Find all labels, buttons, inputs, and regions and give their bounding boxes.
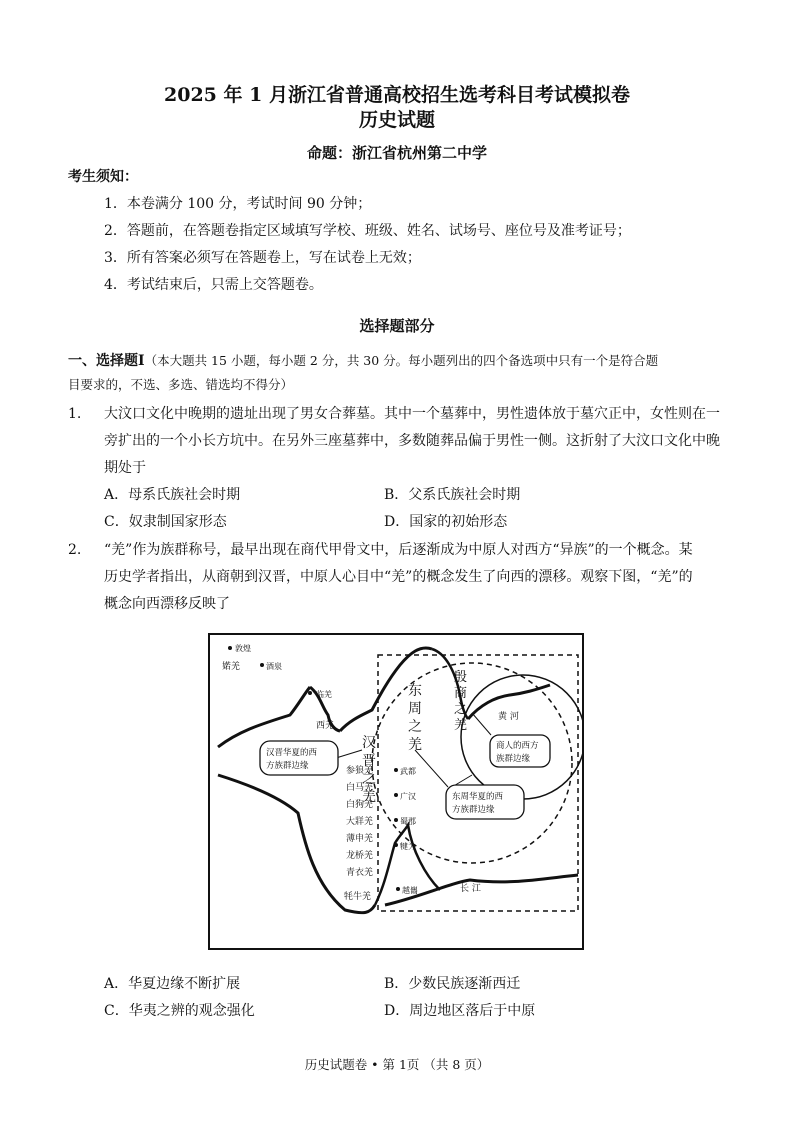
town-dot	[394, 793, 398, 797]
label-hanjin-char: 汉	[362, 735, 376, 751]
zhou-callout-text: 东周华夏的西	[452, 792, 504, 802]
zhou-callout-text: 方族群边缘	[452, 805, 495, 815]
q1-option-a: A．母系氏族社会时期	[104, 487, 241, 503]
callout-line	[415, 750, 448, 787]
notice-heading: 考生须知：	[68, 169, 138, 185]
q1-option-d: D．国家的初始形态	[384, 514, 508, 530]
town-dot	[228, 646, 232, 650]
q2-stem-line: 历史学者指出，从商朝到汉晋，中原人心目中“羌”的概念发生了向西的漂移。观察下图，“羌”的	[104, 569, 693, 585]
place-wudu: 武都	[400, 767, 416, 776]
town-dot	[394, 818, 398, 822]
town-dot	[260, 663, 264, 667]
section-instruction-label: 一、选择题Ⅰ	[68, 353, 145, 369]
tribe-name: 龙桥羌	[346, 851, 374, 861]
q1-stem-line: 旁扩出的一个小长方坑中。在另外三座墓葬中，多数随葬品偏于男性一侧。这折射了大汶口文化中晚	[104, 433, 720, 449]
q2-number: 2.	[68, 542, 82, 558]
page-footer: 历史试题卷 • 第 1页 （共 8 页）	[304, 1057, 490, 1072]
place-changjiang: 长 江	[460, 884, 481, 894]
place-jianwei: 犍为	[400, 842, 416, 851]
tribe-name: 大牂羌	[346, 817, 374, 827]
label-yinshang-char: 之	[454, 702, 468, 717]
label-hanjin-char: 之	[362, 771, 376, 787]
tribe-name: 青衣羌	[346, 868, 374, 878]
tribe-name: 白狗羌	[346, 800, 374, 810]
q1-option-c: C．奴隶制国家形态	[104, 514, 227, 530]
label-hanjin-char: 羌	[362, 789, 376, 805]
notice-item: 3．所有答案必须写在答题卷上，写在试卷上无效；	[104, 250, 421, 266]
q2-stem-line: 概念向西漂移反映了	[104, 596, 230, 612]
q1-stem-line: 期处于	[104, 460, 146, 476]
qiang-map	[208, 633, 584, 950]
place-dunhuang: 敦煌	[235, 644, 251, 653]
label-hanjin-char: 晋	[362, 753, 376, 769]
hanjin-callout-text: 方族群边缘	[266, 761, 309, 771]
q1-option-b: B．父系氏族社会时期	[384, 487, 521, 503]
label-dongzhou-char: 东	[408, 683, 422, 699]
notice-item: 2．答题前，在答题卷指定区域填写学校、班级、姓名、试场号、座位号及准考证号；	[104, 223, 631, 239]
section-title: 选择题部分	[359, 317, 435, 335]
callout-line	[336, 750, 362, 758]
q2-stem-line: “羌”作为族群称号，最早出现在商代甲骨文中，后逐渐成为中原人对西方“异族”的一个概念。某	[104, 542, 693, 558]
town-dot	[394, 843, 398, 847]
exam-author: 命题：浙江省杭州第二中学	[306, 144, 487, 162]
exam-subtitle: 历史试题	[358, 109, 435, 131]
notice-item: 1．本卷满分 100 分，考试时间 90 分钟；	[104, 196, 372, 212]
town-dot	[396, 887, 400, 891]
section-instruction-cont: 目要求的，不选、多选、错选均不得分）	[68, 377, 294, 392]
town-dot	[308, 691, 312, 695]
q1-number: 1.	[68, 406, 82, 422]
shang-callout-text: 族群边缘	[496, 754, 531, 764]
label-yinshang-char: 殷	[454, 670, 468, 685]
place-jiuquan: 酒泉	[266, 662, 282, 671]
q2-option-b: B．少数民族逐渐西迁	[384, 976, 521, 992]
place-xiqiang: 西羌	[316, 721, 335, 731]
map-svg	[210, 635, 582, 948]
town-dot	[394, 768, 398, 772]
notice-item: 4．考试结束后，只需上交答题卷。	[104, 277, 323, 293]
label-yinshang-char: 商	[454, 686, 468, 701]
label-dongzhou-char: 周	[408, 701, 422, 717]
section-instruction-text: （本大题共 15 小题，每小题 2 分，共 30 分。每小题列出的四个备选项中只有一个是符合题	[144, 353, 659, 368]
place-huanghe: 黄 河	[498, 712, 519, 722]
place-yuesui: 越巂	[402, 886, 418, 895]
place-shubu: 蜀郡	[400, 817, 416, 826]
place-wuqiang: 婼羌	[222, 662, 241, 672]
q2-option-d: D．周边地区落后于中原	[384, 1003, 536, 1019]
tribe-name-maoniu: 牦牛羌	[344, 892, 372, 902]
q1-stem-line: 大汶口文化中晚期的遗址出现了男女合葬墓。其中一个墓葬中，男性遗体放于墓穴正中，女性则在一	[104, 406, 720, 422]
label-dongzhou-char: 羌	[408, 737, 422, 753]
callout-line	[472, 713, 491, 735]
exam-title: 2025 年 1 月浙江省普通高校招生选考科目考试模拟卷	[164, 84, 630, 106]
tribe-name: 薄申羌	[346, 834, 374, 844]
tribe-name: 白马羌	[346, 783, 374, 793]
label-yinshang-char: 羌	[454, 718, 468, 733]
tribe-name: 参狼羌	[346, 766, 374, 776]
section-instruction	[68, 352, 658, 370]
label-dongzhou-char: 之	[408, 719, 422, 735]
hanjin-callout-text: 汉晋华夏的西	[266, 748, 318, 758]
river-line	[218, 687, 310, 747]
shang-callout-text: 商人的西方	[496, 741, 539, 751]
q2-option-a: A．华夏边缘不断扩展	[104, 976, 241, 992]
q2-option-c: C．华夷之辨的观念强化	[104, 1003, 255, 1019]
place-linqiang: 临羌	[316, 690, 332, 699]
place-guanghan: 广汉	[400, 792, 416, 801]
